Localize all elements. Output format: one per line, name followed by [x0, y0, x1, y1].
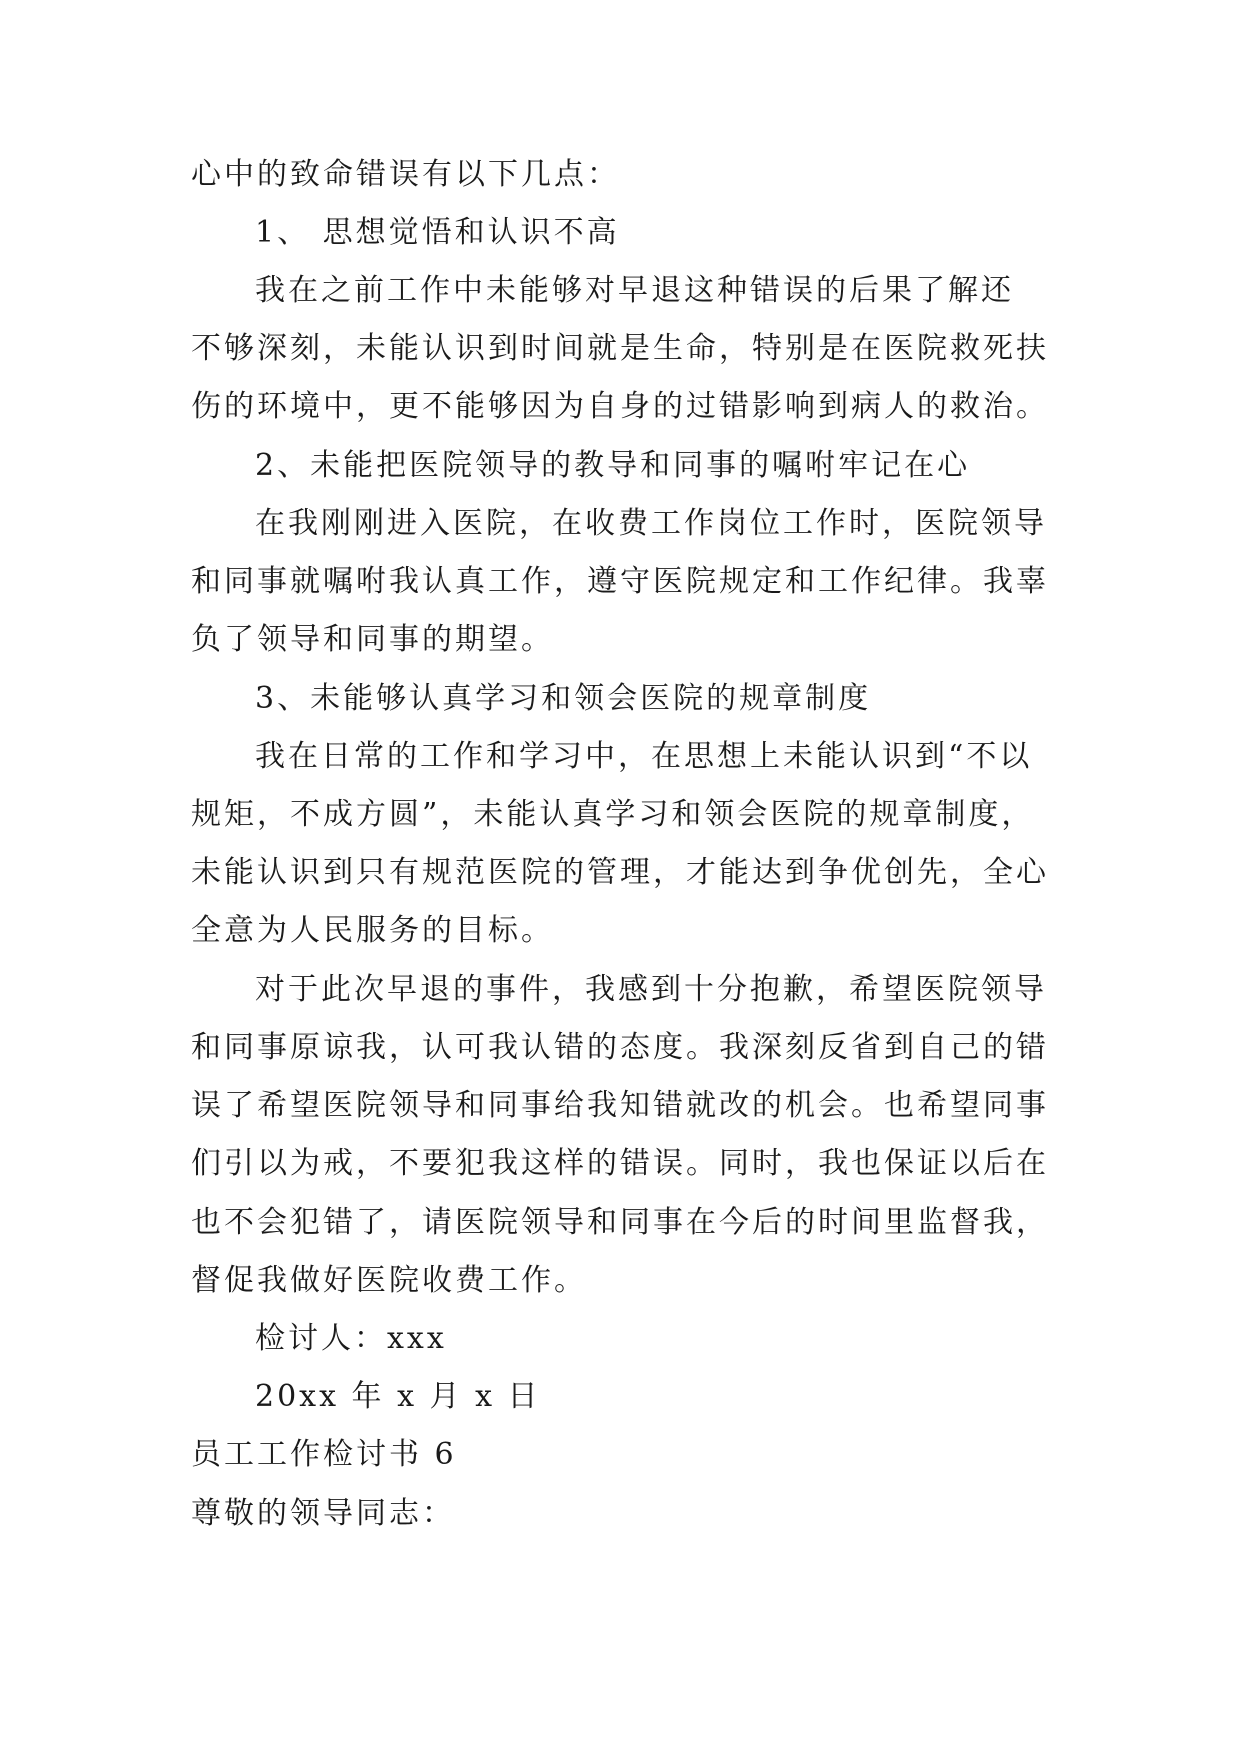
signature-line: 检讨人：xxx: [255, 1321, 447, 1356]
section-heading: 3、未能够认真学习和领会医院的规章制度: [255, 681, 872, 716]
text-line: 规矩，不成方圆”，未能认真学习和领会医院的规章制度，: [191, 797, 1035, 832]
text-line: 不够深刻，未能认识到时间就是生命，特别是在医院救死扶: [191, 331, 1049, 366]
text-line: 和同事就嘱咐我认真工作，遵守医院规定和工作纪律。我辜: [191, 564, 1049, 599]
text-line: 全意为人民服务的目标。: [191, 913, 554, 948]
salutation: 尊敬的领导同志：: [191, 1496, 455, 1531]
text-line: 我在之前工作中未能够对早退这种错误的后果了解还: [255, 273, 1014, 308]
section-heading: 1、 思想觉悟和认识不高: [255, 215, 620, 250]
text-line: 伤的环境中，更不能够因为自身的过错影响到病人的救治。: [191, 389, 1049, 424]
text-line: 在我刚刚进入医院，在收费工作岗位工作时，医院领导: [255, 506, 1047, 541]
section-heading: 2、未能把医院领导的教导和同事的嘱咐牢记在心: [255, 448, 971, 483]
document-title: 员工工作检讨书 6: [191, 1437, 457, 1472]
text-line: 心中的致命错误有以下几点：: [191, 157, 620, 192]
text-line: 督促我做好医院收费工作。: [191, 1263, 587, 1298]
date-line: 20xx 年 x 月 x 日: [255, 1379, 541, 1414]
text-line: 未能认识到只有规范医院的管理，才能达到争优创先，全心: [191, 855, 1049, 890]
text-line: 对于此次早退的事件，我感到十分抱歉，希望医院领导: [255, 972, 1047, 1007]
text-line: 我在日常的工作和学习中，在思想上未能认识到“不以: [255, 739, 1033, 774]
text-line: 们引以为戒，不要犯我这样的错误。同时，我也保证以后在: [191, 1146, 1049, 1181]
text-line: 也不会犯错了，请医院领导和同事在今后的时间里监督我，: [191, 1205, 1049, 1240]
text-line: 误了希望医院领导和同事给我知错就改的机会。也希望同事: [191, 1088, 1049, 1123]
text-line: 负了领导和同事的期望。: [191, 622, 554, 657]
text-line: 和同事原谅我，认可我认错的态度。我深刻反省到自己的错: [191, 1030, 1049, 1065]
